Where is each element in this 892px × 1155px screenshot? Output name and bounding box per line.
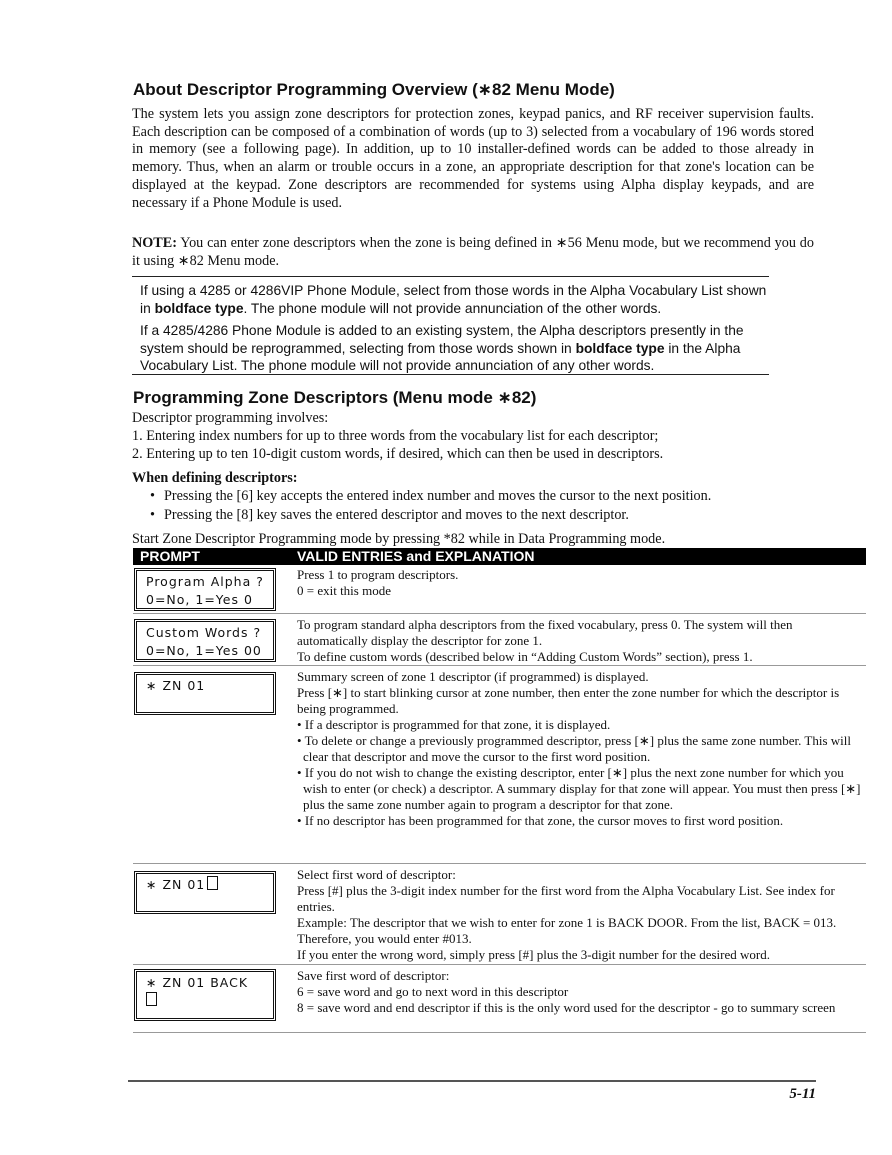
- note-label: NOTE:: [132, 235, 177, 251]
- phone-note-2: If a 4285/4286 Phone Module is added to an existing system, the Alpha descriptors presently in the system should be reprogrammed, selecting from those words shown in boldface type in the Alpha Vocabulary List. The phone module will not provide annunciation of any other words.: [140, 323, 744, 373]
- table-row: [133, 864, 866, 965]
- explanation-bullet: • To delete or change a previously programmed descriptor, press [∗] plus the same zone number. This will clear that descriptor and move the cursor to the first word position.: [297, 733, 866, 765]
- overview-paragraph: The system lets you assign zone descriptors for protection zones, keypad panics, and RF receiver supervision faults. Each description can be composed of a combination of words (up to 3) selected from a vocabulary of 196 words stored in memory (see a following page). In addition, up to 10 installer-defined words can be added to those already in memory. Thus, when an alarm or trouble occurs in a zone, an appropriate description for that zone's location can be displayed at the keypad. Zone descriptors are recommended for systems using Alpha display keypads, and are necessary if a Phone Module is used.: [132, 106, 814, 211]
- step-2: 2. Entering up to ten 10-digit custom words, if desired, which can then be used in descriptors.: [132, 446, 664, 462]
- bullet-item: • Pressing the [8] key saves the entered descriptor and moves to the next descriptor.: [150, 506, 711, 525]
- page-number: 5-11: [789, 1086, 816, 1102]
- keypad-display: ∗ ZN 01: [134, 871, 276, 914]
- explanation-bullet: • If a descriptor is programmed for that zone, it is displayed.: [297, 717, 866, 733]
- keypad-display: ∗ ZN 01 BACK: [134, 969, 276, 1021]
- step-1: 1. Entering index numbers for up to three words from the vocabulary list for each descriptor;: [132, 428, 659, 444]
- explanation: Select first word of descriptor: Press [#] plus the 3-digit index number for the first word from the Alpha Vocabulary List. See index for entries. Example: The descriptor that we wish to enter for zone 1 is BACK DOOR. From the list, BACK = 013. Therefore, you would enter #013. If you enter the wrong word, simply press [#] plus the 3-digit number for the desired word.: [297, 867, 837, 962]
- column-header-prompt: PROMPT: [140, 548, 200, 564]
- bullet-item: • Pressing the [6] key accepts the entered index number and moves the cursor to the next position.: [150, 487, 711, 506]
- table-row: [133, 965, 866, 1033]
- note-text: You can enter zone descriptors when the zone is being defined in ∗56 Menu mode, but we recommend you do it using ∗82 Menu mode.: [132, 235, 814, 269]
- phone-module-note-box: [132, 276, 769, 375]
- keypad-display: Custom Words ? 0=No, 1=Yes 00: [134, 619, 276, 662]
- cursor-block-icon: [146, 992, 157, 1006]
- keypad-display: Program Alpha ? 0=No, 1=Yes 0: [134, 568, 276, 611]
- section-title-programming: Programming Zone Descriptors (Menu mode ∗82): [133, 388, 537, 407]
- defining-bullets: [150, 487, 711, 524]
- start-instruction: Start Zone Descriptor Programming mode by pressing *82 while in Data Programming mode.: [132, 531, 666, 547]
- cursor-block-icon: [207, 876, 218, 890]
- table-row: [133, 565, 866, 614]
- section-title-overview: About Descriptor Programming Overview (∗82 Menu Mode): [133, 80, 615, 99]
- footer-divider: [128, 1080, 816, 1082]
- keypad-display: ∗ ZN 01: [134, 672, 276, 715]
- explanation: Save first word of descriptor: 6 = save word and go to next word in this descriptor 8 = save word and end descriptor if this is the only word used for the descriptor - go to summary screen: [297, 968, 836, 1015]
- explanation: Press 1 to program descriptors. 0 = exit this mode: [297, 567, 459, 598]
- explanation-bullet: • If no descriptor has been programmed for that zone, the cursor moves to first word position.: [297, 813, 866, 829]
- explanation: Summary screen of zone 1 descriptor (if programmed) is displayed. Press [∗] to start blinking cursor at zone number, then enter the zone number for which the descriptor is being programmed. • If a descriptor is programmed for that zone, it is displayed. • To delete or change a previously programmed descriptor, press [∗] plus the same zone number. This will clear that descriptor and move the cursor to the first word position. • If you do not wish to change the existing descriptor, enter [∗] plus the next zone number for which you wish to enter (or check) a descriptor. A summary display for that zone will appear. You must then press [∗] plus the same zone number again to program a descriptor for that zone. • If no descriptor has been programmed for that zone, the cursor moves to first word position.: [297, 669, 866, 829]
- lead-text: Descriptor programming involves:: [132, 410, 329, 426]
- table-row: [133, 666, 866, 864]
- explanation-bullet: • If you do not wish to change the existing descriptor, enter [∗] plus the next zone number for which you wish to enter (or check) a descriptor. A summary display for that zone will appear. You must then press [∗] plus the same zone number again to program a descriptor for that zone.: [297, 765, 866, 813]
- table-row: [133, 614, 866, 666]
- table-header: [133, 548, 866, 565]
- column-header-explanation: VALID ENTRIES and EXPLANATION: [297, 548, 535, 564]
- phone-note-1: If using a 4285 or 4286VIP Phone Module, select from those words in the Alpha Vocabulary List shown in boldface type. The phone module will not provide annunciation of the other words.: [140, 283, 767, 316]
- note-paragraph: [132, 235, 814, 270]
- when-defining-label: When defining descriptors:: [132, 470, 298, 486]
- explanation: To program standard alpha descriptors from the fixed vocabulary, press 0. The system will then automatically display the descriptor for zone 1. To define custom words (described below in “Adding Custom Words” section), press 1.: [297, 617, 793, 664]
